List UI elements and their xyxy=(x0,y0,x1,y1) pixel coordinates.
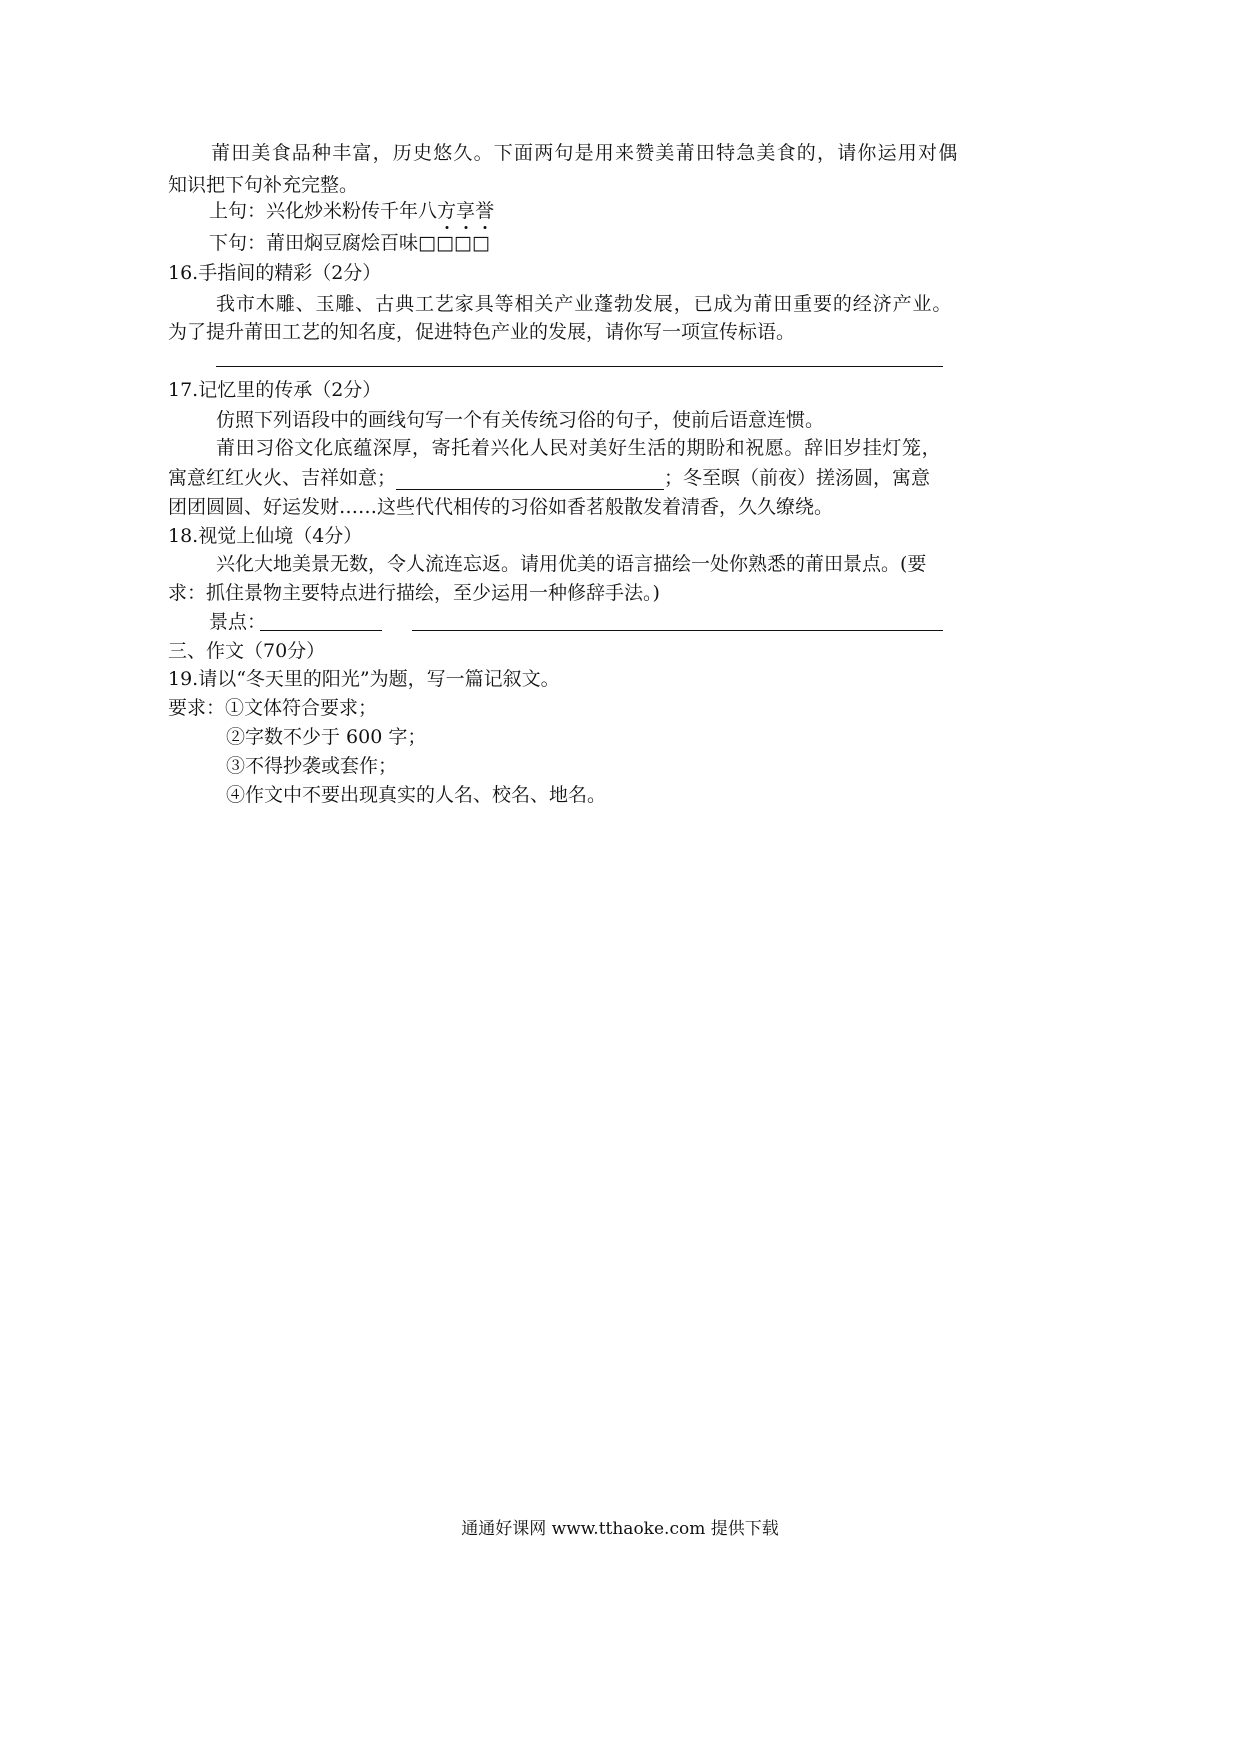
q18-heading: 18.视觉上仙境（4分） xyxy=(168,525,363,547)
q16-paragraph-line1-text: 我市木雕、玉雕、古典工艺家具等相关产业蓬勃发展，已成为莆田重要的经济产业。 xyxy=(216,293,953,315)
q18-description-blank[interactable] xyxy=(412,630,943,631)
q18-paragraph-line2: 求：抓住景物主要特点进行描绘，至少运用一种修辞手法。) xyxy=(168,582,660,604)
q15-dotted-char-text: 享 xyxy=(456,200,476,222)
q16-paragraph-line2: 为了提升莆田工艺的知名度，促进特色产业的发展，请你写一项宣传标语。 xyxy=(168,321,796,343)
q17-paragraph-line1: 莆田习俗文化底蕴深厚，寄托着兴化人民对美好生活的期盼和祝愿。辞旧岁挂灯笼， xyxy=(216,437,942,459)
q19-prompt: 19.请以“冬天里的阳光”为题，写一篇记叙文。 xyxy=(168,668,560,690)
q15-upper-prefix: 上句：兴化炒米粉传千年 xyxy=(209,200,419,222)
page-footer: 通通好课网 www.tthaoke.com 提供下载 xyxy=(461,1519,779,1539)
q17-paragraph-line2 xyxy=(168,466,930,490)
q15-paragraph-line1 xyxy=(211,141,959,165)
q17-heading: 17.记忆里的传承（2分） xyxy=(168,379,382,401)
q17-line2-before: 寓意红红火火、吉祥如意； xyxy=(168,467,397,489)
q19-requirement-1: 要求：①文体符合要求； xyxy=(168,697,378,719)
emphasis-dot xyxy=(445,226,448,229)
q16-paragraph-line1 xyxy=(216,292,953,316)
q16-heading: 16.手指间的精彩（2分） xyxy=(168,262,382,284)
q17-fill-blank[interactable] xyxy=(396,469,664,490)
q15-dotted-char xyxy=(475,200,494,222)
q18-paragraph-line1: 兴化大地美景无数，令人流连忘返。请用优美的语言描绘一处你熟悉的莆田景点。(要 xyxy=(216,553,927,575)
q15-upper-couplet xyxy=(209,199,494,223)
q15-dotted-char xyxy=(437,200,456,222)
q17-instruction: 仿照下列语段中的画线句写一个有关传统习俗的句子，使前后语意连惯。 xyxy=(216,409,825,431)
q18-spot-label: 景点： xyxy=(209,611,267,633)
q15-dotted-char xyxy=(456,200,475,222)
q19-requirement-4: ④作文中不要出现真实的人名、校名、地名。 xyxy=(226,784,607,806)
section3-heading: 三、作文（70分） xyxy=(168,640,326,662)
q17-line2-after: ；冬至暝（前夜）搓汤圆，寓意 xyxy=(664,467,931,489)
q16-answer-line[interactable] xyxy=(216,366,943,367)
q19-requirement-2: ②字数不少于 600 字； xyxy=(226,726,427,748)
q15-paragraph-line1-text: 莆田美食品种丰富，历史悠久。下面两句是用来赞美莆田特急美食的，请你运用对偶 xyxy=(211,142,959,164)
q15-lower-couplet: 下句：莆田焖豆腐烩百味□□□□ xyxy=(209,232,490,254)
q15-dotted-char-text: 誉 xyxy=(475,200,495,222)
q15-paragraph-line2: 知识把下句补充完整。 xyxy=(168,174,359,196)
q17-paragraph-line3: 团团圆圆、好运发财……这些代代相传的习俗如香茗般散发着清香，久久缭绕。 xyxy=(168,496,834,518)
emphasis-dot xyxy=(483,226,486,229)
q15-dotted-char-text: 方 xyxy=(437,200,457,222)
q18-spot-name-blank[interactable] xyxy=(260,630,382,631)
q15-dotted-char: 八 xyxy=(418,200,438,222)
emphasis-dot xyxy=(464,226,467,229)
q19-requirement-3: ③不得抄袭或套作； xyxy=(226,755,398,777)
